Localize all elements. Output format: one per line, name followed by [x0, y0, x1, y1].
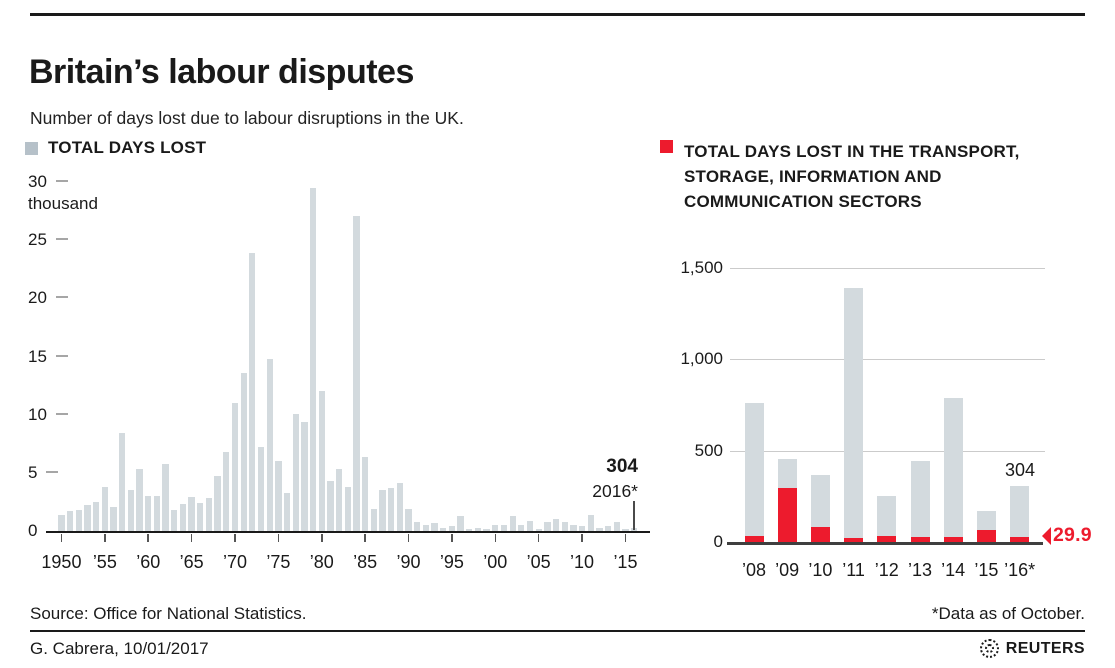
bar-total-’13: [911, 461, 930, 542]
bar-sector-’15: [977, 530, 996, 542]
x-label-’11: ’11: [842, 560, 865, 580]
gridline-500: [730, 451, 1045, 452]
reuters-brand: [980, 639, 1085, 658]
annotation-sector-value: 29.9: [1053, 524, 1092, 546]
y-label-1500: 1,500: [680, 257, 723, 277]
annotation-2016-value: 304: [606, 456, 638, 477]
x-label-’10: ’10: [808, 560, 833, 580]
x-label-’65: ’65: [179, 552, 204, 572]
x-label-’70: ’70: [222, 552, 247, 572]
x-label-’15: ’15: [613, 552, 638, 572]
x-label-’00: ’00: [483, 552, 508, 572]
legend-line-1: TOTAL DAYS LOST IN THE TRANSPORT,: [684, 142, 1020, 161]
bottom-rule: [30, 630, 1085, 632]
bar-total-’16*: [1010, 486, 1029, 542]
bar-sector-’10: [811, 527, 830, 542]
x-label-’16*: ’16*: [1004, 560, 1036, 580]
x-label-’12: ’12: [874, 560, 899, 580]
y-tick-5: 5: [28, 463, 58, 483]
x-label-’95: ’95: [439, 552, 464, 572]
x-label-’13: ’13: [907, 560, 933, 580]
arrow-left-icon: [1042, 527, 1051, 545]
bar-total-’08: [745, 403, 764, 542]
bar-total-’11: [844, 288, 863, 542]
annotation-2016-year: 2016*: [592, 481, 638, 501]
bar-sector-’09: [778, 488, 797, 542]
x-label-’75: ’75: [266, 552, 291, 572]
x-label-’10: ’10: [570, 552, 595, 572]
y-tick-25: 25: [28, 230, 68, 250]
x-label-’08: ’08: [741, 560, 767, 580]
page-subtitle: Number of days lost due to labour disruptions in the UK.: [30, 107, 464, 128]
y-tick-30: 30: [28, 172, 68, 192]
y-label-500: 500: [694, 440, 723, 460]
gridline-1500: [730, 268, 1045, 269]
legend-label: TOTAL DAYS LOST: [48, 138, 207, 157]
x-label-’60: ’60: [136, 552, 161, 572]
x-label-’14: ’14: [941, 560, 966, 580]
gridline-1000: [730, 359, 1045, 360]
legend-line-2: STORAGE, INFORMATION AND: [684, 167, 942, 186]
y-label-1000: 1,000: [680, 349, 723, 369]
reuters-wordmark: REUTERS: [1005, 639, 1085, 657]
legend-line-3: COMMUNICATION SECTORS: [684, 192, 922, 211]
x-label-’55: ’55: [92, 552, 117, 572]
y-tick-15: 15: [28, 347, 68, 367]
x-label-’90: ’90: [396, 552, 421, 572]
annotation-total-2016: 304: [1004, 460, 1036, 480]
y-label-0: 0: [713, 532, 723, 551]
y-tick-0: 0: [28, 521, 38, 540]
y-axis-unit-label: thousand: [28, 194, 98, 213]
x-label-’85: ’85: [353, 552, 378, 572]
x-label-1950: 1950: [41, 552, 82, 572]
bar-total-’14: [944, 398, 963, 542]
page-title: Britain’s labour disputes: [29, 52, 414, 91]
x-label-’09: ’09: [775, 560, 800, 580]
x-label-’15: ’15: [974, 560, 999, 580]
x-label-’80: ’80: [309, 552, 334, 572]
x-axis-line: [727, 542, 1043, 545]
x-label-’05: ’05: [526, 552, 551, 572]
reuters-orb-icon: [980, 639, 999, 658]
byline-text: G. Cabrera, 10/01/2017: [30, 639, 209, 658]
source-text: Source: Office for National Statistics.: [30, 604, 307, 623]
annotation-sector-2016: [1042, 524, 1092, 547]
footnote-text: *Data as of October.: [931, 604, 1085, 623]
y-tick-10: 10: [28, 405, 68, 425]
y-tick-20: 20: [28, 288, 68, 308]
